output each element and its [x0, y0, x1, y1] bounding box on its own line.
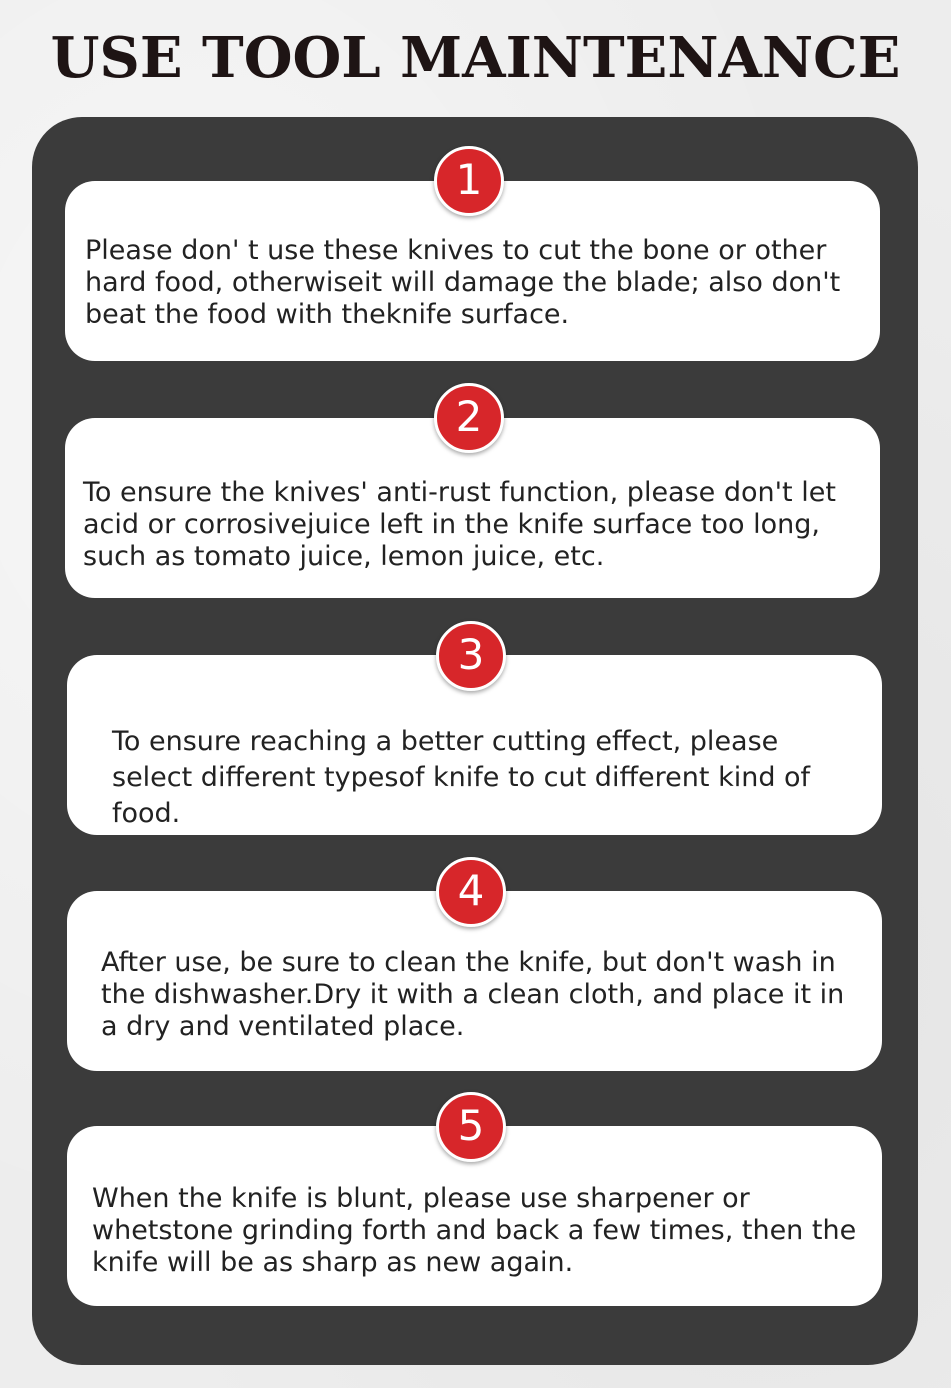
- step-number-badge-2: 2: [434, 383, 504, 453]
- step-text-1: Please don' t use these knives to cut the bone or other hard food, otherwiseit will damage the blade; also don't beat the food with theknife surface.: [85, 235, 841, 330]
- step-number-badge-4: 4: [436, 857, 506, 927]
- step-text-4: After use, be sure to clean the knife, but don't wash in the dishwasher.Dry it with a clean cloth, and place it in a dry and ventilated place.: [101, 947, 845, 1042]
- step-number-badge-3: 3: [436, 621, 506, 691]
- step-number-badge-1: 1: [434, 146, 504, 216]
- step-number-badge-5: 5: [436, 1092, 506, 1162]
- page-title: USE TOOL MAINTENANCE: [50, 25, 901, 91]
- step-text-5: When the knife is blunt, please use sharpener or whetstone grinding forth and back a few times, then the knife will be as sharp as new again.: [92, 1183, 857, 1278]
- step-text-3: To ensure reaching a better cutting effect, please select different typesof knife to cut different kind of food.: [112, 726, 811, 829]
- step-text-2: To ensure the knives' anti-rust function, please don't let acid or corrosivejuice left in the knife surface too long, such as tomato juice, lemon juice, etc.: [83, 477, 836, 572]
